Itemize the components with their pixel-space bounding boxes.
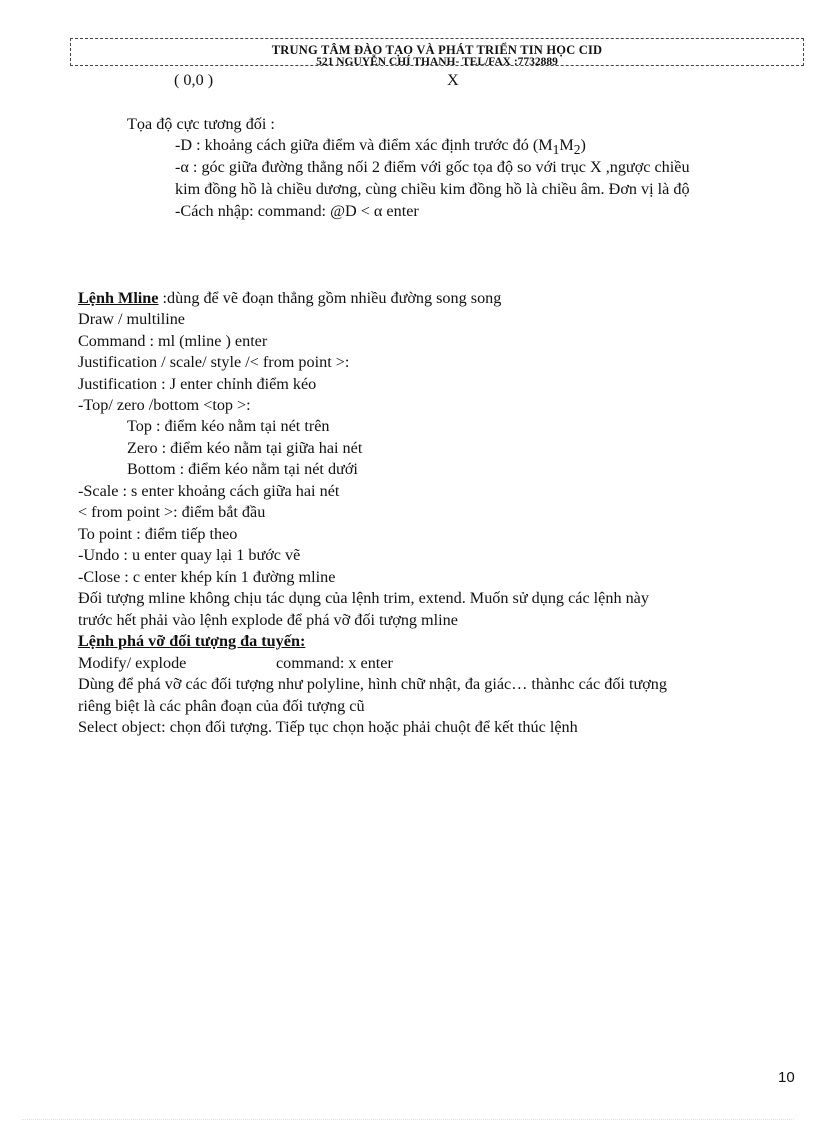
mline-line: Top : điểm kéo nằm tại nét trên (127, 417, 330, 435)
header-address: 521 NGUYỄN CHÍ THANH- TEL/FAX :7732889 (316, 56, 558, 66)
mline-line: Bottom : điểm kéo nằm tại nét dưới (127, 460, 358, 478)
mline-line: -Top/ zero /bottom <top >: (78, 396, 251, 414)
mline-line: Command : ml (mline ) enter (78, 332, 268, 350)
explode-command: command: x enter (276, 654, 393, 672)
polar-d-sub1: 1 (552, 142, 560, 158)
mline-line: < from point >: điểm bắt đầu (78, 503, 266, 521)
explode-desc-line2: riêng biệt là các phân đoạn của đối tượng cũ (78, 697, 365, 715)
mline-line: -Scale : s enter khoảng cách giữa hai nét (78, 482, 340, 500)
polar-d-suffix: ) (580, 136, 586, 154)
polar-d-mid: M (559, 136, 574, 154)
axis-origin-label: ( 0,0 ) (174, 71, 214, 89)
explode-desc-line1: Dùng để phá vỡ các đối tượng như polyline, hình chữ nhật, đa giác… thànhc các đối tượng (78, 675, 667, 693)
polar-input-line: -Cách nhập: command: @D < α enter (175, 202, 419, 220)
polar-d-text: -D : khoảng cách giữa điểm và điểm xác định trước đó (M (175, 136, 553, 154)
axis-x-label: X (447, 71, 459, 89)
footer-divider (22, 1119, 794, 1120)
explode-select-line: Select object: chọn đối tượng. Tiếp tục chọn hoặc phải chuột để kết thúc lệnh (78, 718, 578, 736)
mline-line: -Undo : u enter quay lại 1 bước vẽ (78, 546, 301, 564)
mline-line: trước hết phải vào lệnh explode để phá vỡ đối tượng mline (78, 611, 458, 629)
mline-line: Zero : điểm kéo nằm tại giữa hai nét (127, 439, 363, 457)
mline-heading-rest: :dùng để vẽ đoạn thẳng gồm nhiều đường song song (158, 289, 502, 307)
polar-alpha-line2: kim đồng hồ là chiều dương, cùng chiều kim đồng hồ là chiều âm. Đơn vị là độ (175, 180, 690, 198)
mline-line: Justification / scale/ style /< from point >: (78, 353, 350, 371)
polar-alpha-line1: -α : góc giữa đường thẳng nối 2 điểm với gốc tọa độ so với trục X ,ngược chiều (175, 158, 690, 176)
mline-line: -Close : c enter khép kín 1 đường mline (78, 568, 336, 586)
page-header (70, 38, 804, 66)
mline-line: Draw / multiline (78, 310, 185, 328)
mline-heading: Lệnh Mline (78, 289, 159, 307)
mline-line: Đối tượng mline không chịu tác dụng của lệnh trim, extend. Muốn sử dụng các lệnh này (78, 589, 649, 607)
polar-d-sub2: 2 (573, 142, 581, 158)
mline-line: To point : điểm tiếp theo (78, 525, 238, 543)
explode-menu: Modify/ explode (78, 654, 187, 672)
page-number: 10 (778, 1069, 795, 1086)
explode-heading: Lệnh phá vỡ đối tượng đa tuyến: (78, 632, 306, 650)
header-center-name: TRUNG TÂM ĐÀO TẠO VÀ PHÁT TRIỂN TIN HỌC CID (271, 43, 603, 57)
mline-heading-line (78, 288, 501, 308)
mline-line: Justification : J enter chỉnh điểm kéo (78, 375, 317, 393)
polar-title: Tọa độ cực tương đối : (127, 115, 275, 133)
